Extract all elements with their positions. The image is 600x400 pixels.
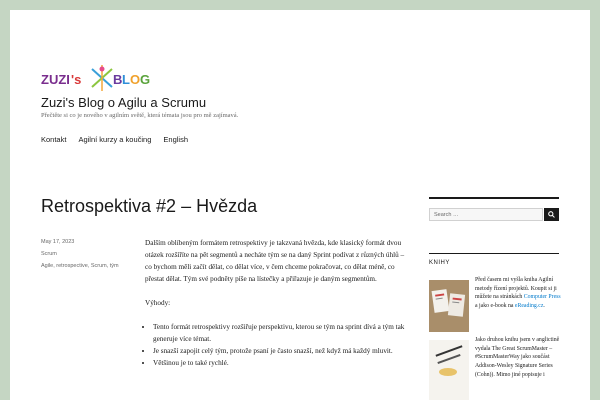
sidebar-divider — [429, 197, 559, 199]
ereading-link[interactable]: eReading.cz — [514, 303, 544, 310]
star-figure-icon — [92, 65, 112, 91]
paragraph: Dalším oblíbeným formátem retrospektivy je takzvaná hvězda, kde klasický formát dvou otázek rozšíříte na pět segmentů a necháte tým se na daný Sprint podívat z různých úhlů – co bychom měli začít dělat, co dělat více, v čem chceme pokračovat, co dělat méně, co přestat dělat. Tým své podněty píše na lístečky a přiřazuje je daným segmentům. — [145, 239, 405, 283]
svg-text:O: O — [130, 72, 141, 87]
benefits-heading: Výhody: — [145, 299, 171, 307]
svg-text:L: L — [122, 72, 130, 87]
entry-title[interactable]: Retrospektiva #2 – Hvězda — [41, 196, 258, 216]
widget-divider — [429, 253, 559, 254]
nav-item-agile-courses[interactable]: Agilní kurzy a koučing — [78, 135, 152, 144]
nav-item-kontakt[interactable]: Kontakt — [41, 135, 67, 144]
svg-text:B: B — [113, 72, 123, 87]
computer-press-link[interactable]: Computer Press — [523, 294, 561, 301]
main-navigation — [41, 135, 188, 144]
book-cover-image[interactable] — [429, 280, 469, 332]
site-description: Přečtěte si co je nového v agilním světě, která témata jsou pro mě zajímavá. — [41, 112, 239, 119]
search-input[interactable]: Search … — [429, 208, 543, 221]
entry-content — [145, 237, 410, 369]
post-tags[interactable]: Agile, retrospective, Scrum, tým — [41, 263, 119, 269]
post-date[interactable]: May 17, 2023 — [41, 239, 75, 245]
list-item: • Je snazší zapojit celý tým, protože psaní je často snazší, než když má každý mluvit. — [153, 345, 410, 357]
search-icon — [548, 211, 555, 218]
nav-item-english[interactable]: English — [163, 135, 188, 144]
page — [10, 10, 590, 400]
post-category[interactable]: Scrum — [41, 251, 57, 257]
site-title[interactable]: Zuzi's Blog o Agilu a Scrumu — [41, 95, 207, 110]
widget-title: KNIHY — [429, 260, 450, 266]
svg-text:ZUZI: ZUZI — [41, 72, 70, 87]
book2-description: Jako druhou knihu jsem v anglictině vydala The Great ScrumMaster – #ScrumMasterWay jako součást Addison-Wesley Signature Series (Cohn)). Mimo jiné popisuje i — [475, 337, 560, 378]
site-logo[interactable] — [41, 60, 151, 94]
list-item: • Tento formát retrospektivy rozšiřuje perspektivu, kterou se tým na sprint dívá a tým tak generuje více témat. — [153, 321, 410, 345]
book1-description: Před časem mi vyšla kniha Agilní metody řízení projektů. Koupit si ji můžete na stránkách Computer Press a jako e-book na eReading.cz. — [475, 277, 561, 310]
benefits-list — [145, 321, 410, 369]
list-item: • Většinou je to také rychlé. — [153, 357, 410, 369]
search-button[interactable] — [544, 208, 559, 221]
book-cover-image[interactable] — [429, 340, 469, 400]
svg-text:G: G — [140, 72, 151, 87]
svg-text:'s: 's — [71, 72, 82, 87]
entry-meta — [41, 238, 126, 274]
